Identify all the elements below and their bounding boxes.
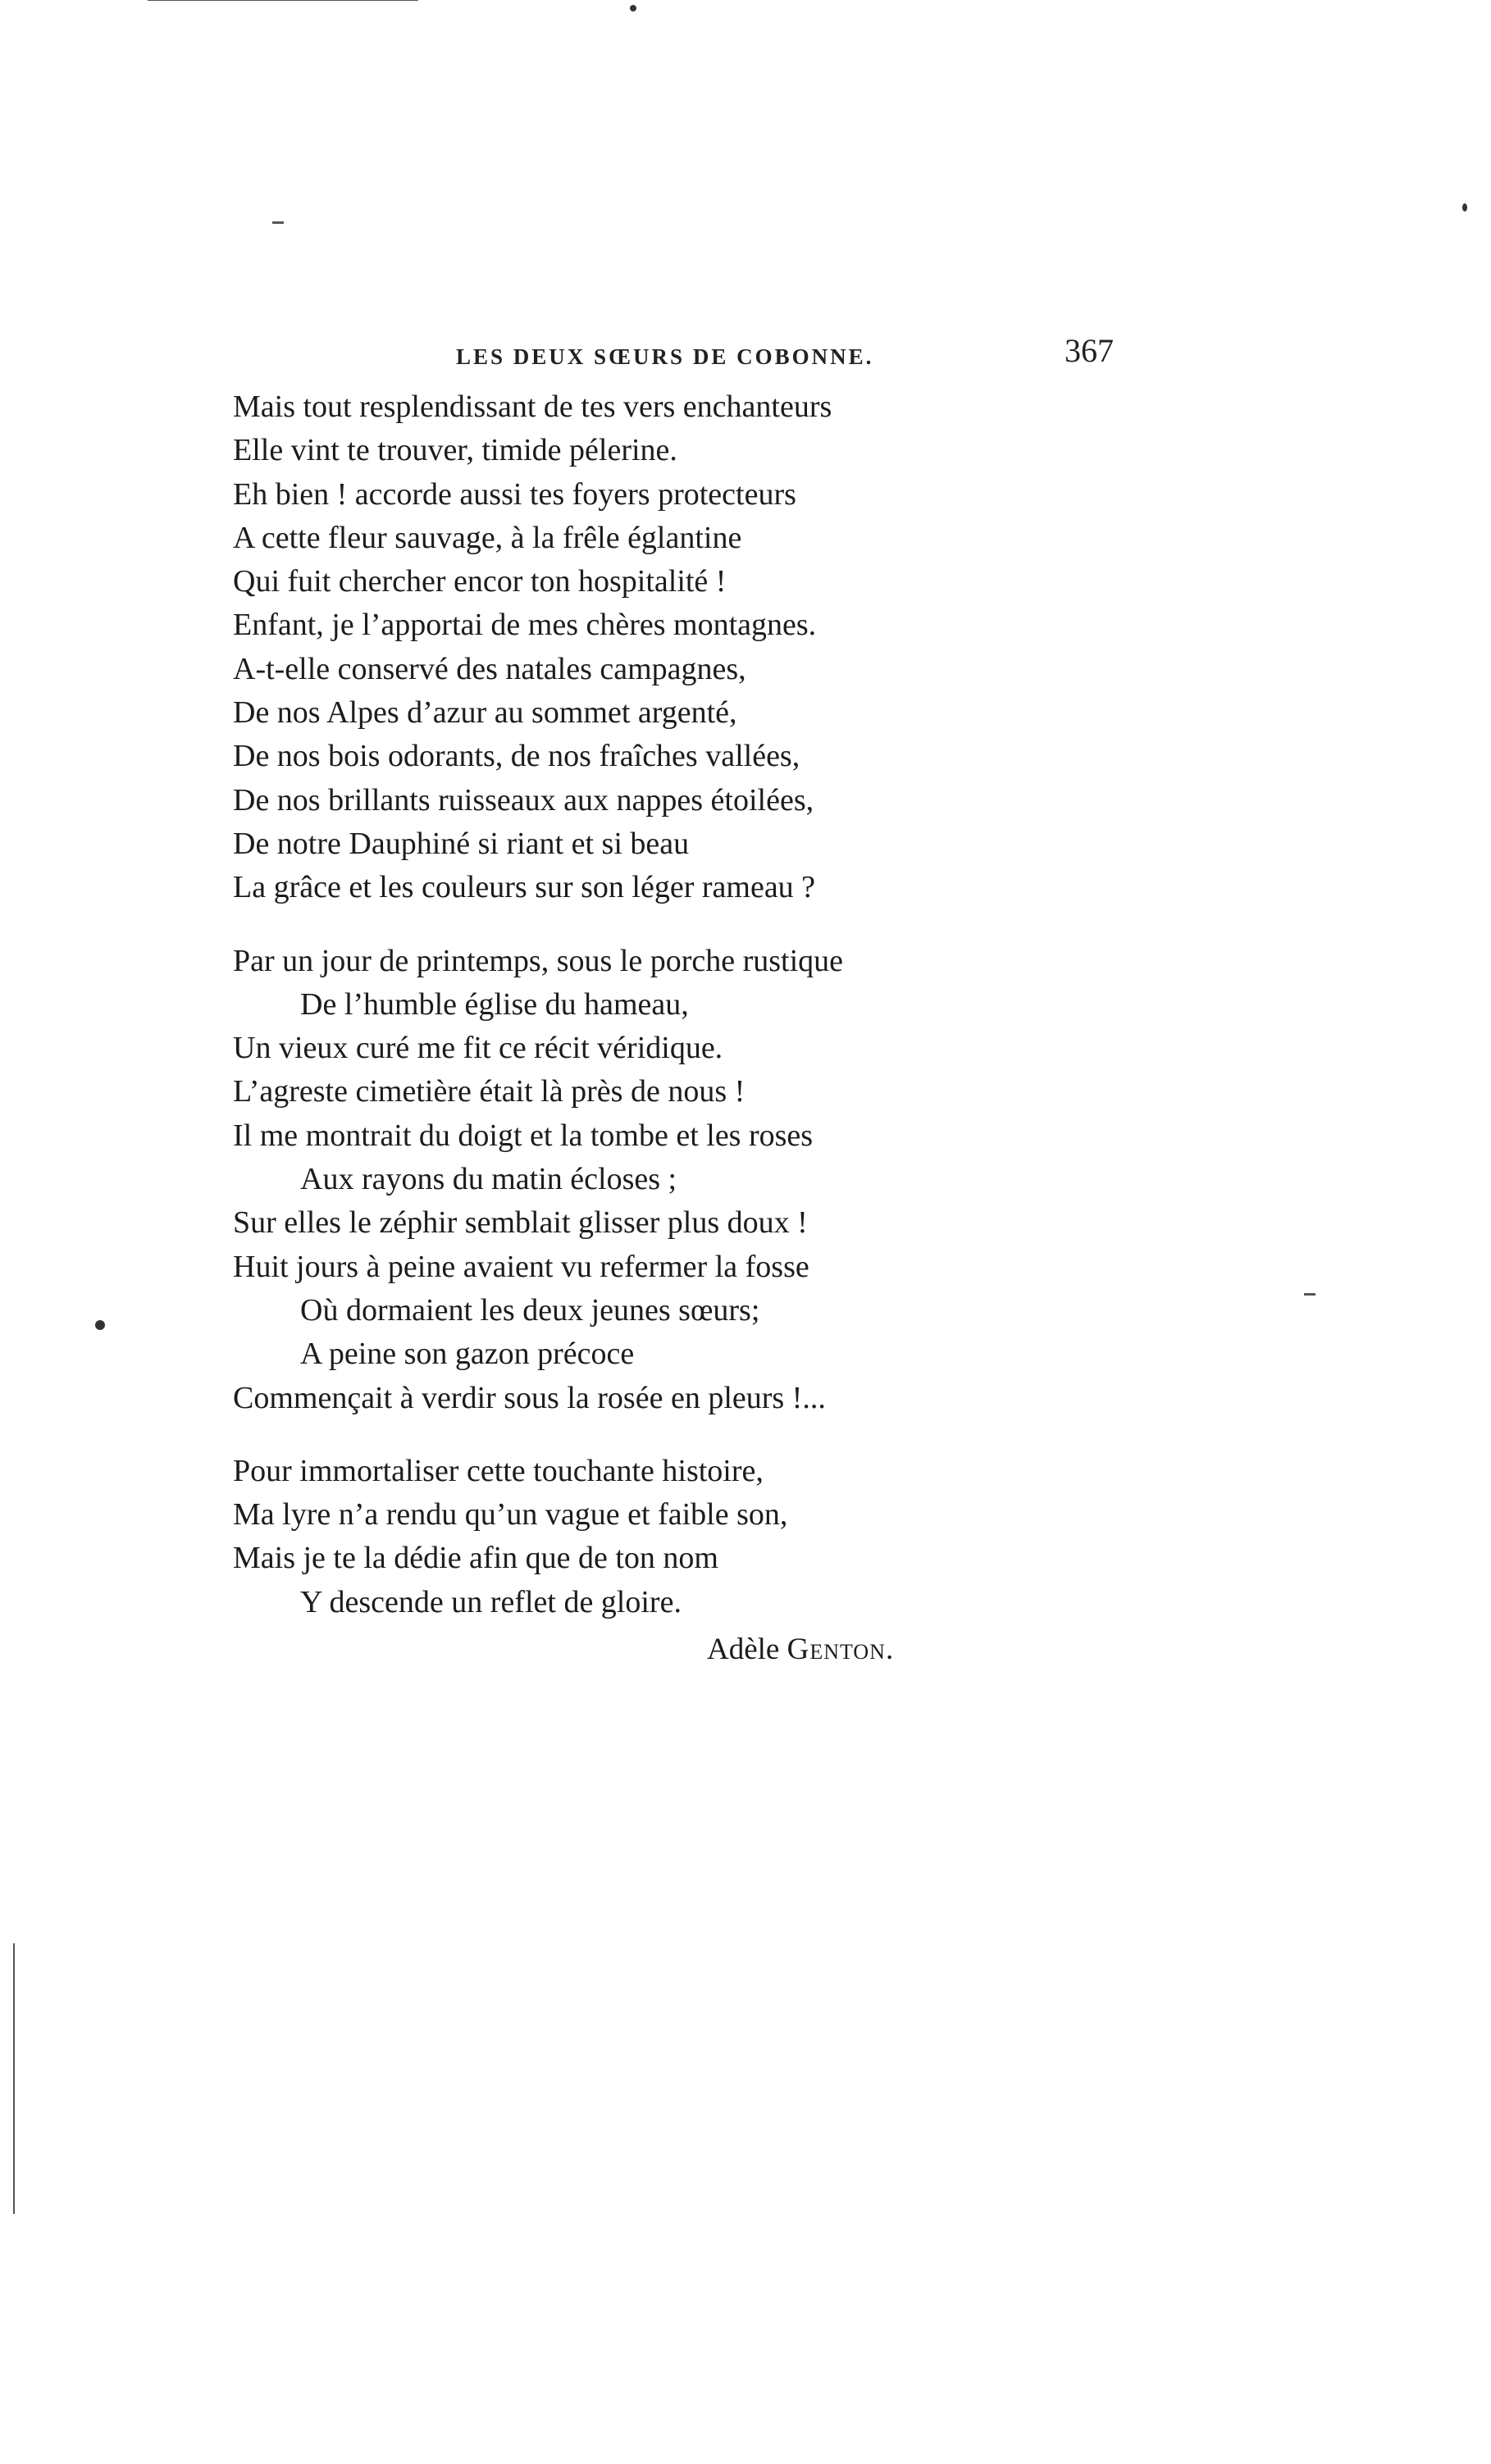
- poem-line: A-t-elle conservé des natales campagnes,: [233, 651, 746, 686]
- scan-speck: [95, 1320, 105, 1330]
- poem-line: Enfant, je l’apportai de mes chères montagnes.: [233, 608, 817, 643]
- stanza: [233, 385, 1053, 910]
- poem-line: A cette fleur sauvage, à la frêle églantine: [233, 520, 742, 555]
- poem-line: Sur elles le zéphir semblait glisser plus doux !: [233, 1205, 808, 1241]
- scan-speck: [630, 5, 636, 11]
- poem-line: Huit jours à peine avaient vu refermer la fosse: [233, 1249, 809, 1284]
- poem-line: De nos brillants ruisseaux aux nappes étoilées,: [233, 782, 814, 818]
- poem-line: Pour immortaliser cette touchante histoire,: [233, 1453, 764, 1488]
- poem-line: Commençait à verdir sous la rosée en pleurs !...: [233, 1380, 826, 1415]
- poem-line: Par un jour de printemps, sous le porche rustique: [233, 943, 844, 978]
- stanza: [233, 1450, 1053, 1624]
- poem-line: Qui fuit chercher encor ton hospitalité !: [233, 564, 727, 599]
- page-number: 367: [1065, 332, 1114, 369]
- poem-line: Ma lyre n’a rendu qu’un vague et faible son,: [233, 1497, 788, 1533]
- poem-line: De nos Alpes d’azur au sommet argenté,: [233, 695, 737, 731]
- poem-line: Mais je te la dédie afin que de ton nom: [233, 1541, 718, 1576]
- author-first-name: Adèle: [707, 1633, 780, 1666]
- scan-speck: [1462, 203, 1467, 212]
- author-last-name: Genton.: [787, 1633, 895, 1666]
- poem-line: Aux rayons du matin écloses ;: [300, 1162, 677, 1197]
- poem-line: La grâce et les couleurs sur son léger rameau ?: [233, 870, 816, 905]
- poem-line: Un vieux curé me fit ce récit véridique.: [233, 1031, 723, 1066]
- poem-line: Y descende un reflet de gloire.: [300, 1584, 682, 1619]
- scan-speck: [1304, 1293, 1315, 1296]
- poem-line: Mais tout resplendissant de tes vers enchanteurs: [233, 389, 832, 424]
- stanza: [233, 940, 1053, 1420]
- poem-line: L’agreste cimetière était là près de nous !: [233, 1074, 746, 1109]
- scan-speck: [13, 1943, 15, 2214]
- poem: [233, 385, 1053, 1624]
- author-signature: [707, 1632, 894, 1667]
- poem-line: A peine son gazon précoce: [300, 1337, 635, 1372]
- poem-line: Eh bien ! accorde aussi tes foyers protecteurs: [233, 476, 796, 512]
- poem-line: Elle vint te trouver, timide pélerine.: [233, 433, 677, 468]
- poem-line: Il me montrait du doigt et la tombe et les roses: [233, 1118, 814, 1153]
- running-title: LES DEUX SŒURS DE COBONNE.: [456, 344, 874, 369]
- poem-line: De notre Dauphiné si riant et si beau: [233, 826, 690, 861]
- poem-line: Où dormaient les deux jeunes sœurs;: [300, 1292, 760, 1328]
- poem-line: De l’humble église du hameau,: [300, 986, 689, 1022]
- scan-speck: [272, 221, 284, 224]
- poem-line: De nos bois odorants, de nos fraîches vallées,: [233, 739, 800, 774]
- scan-speck: [148, 0, 418, 1]
